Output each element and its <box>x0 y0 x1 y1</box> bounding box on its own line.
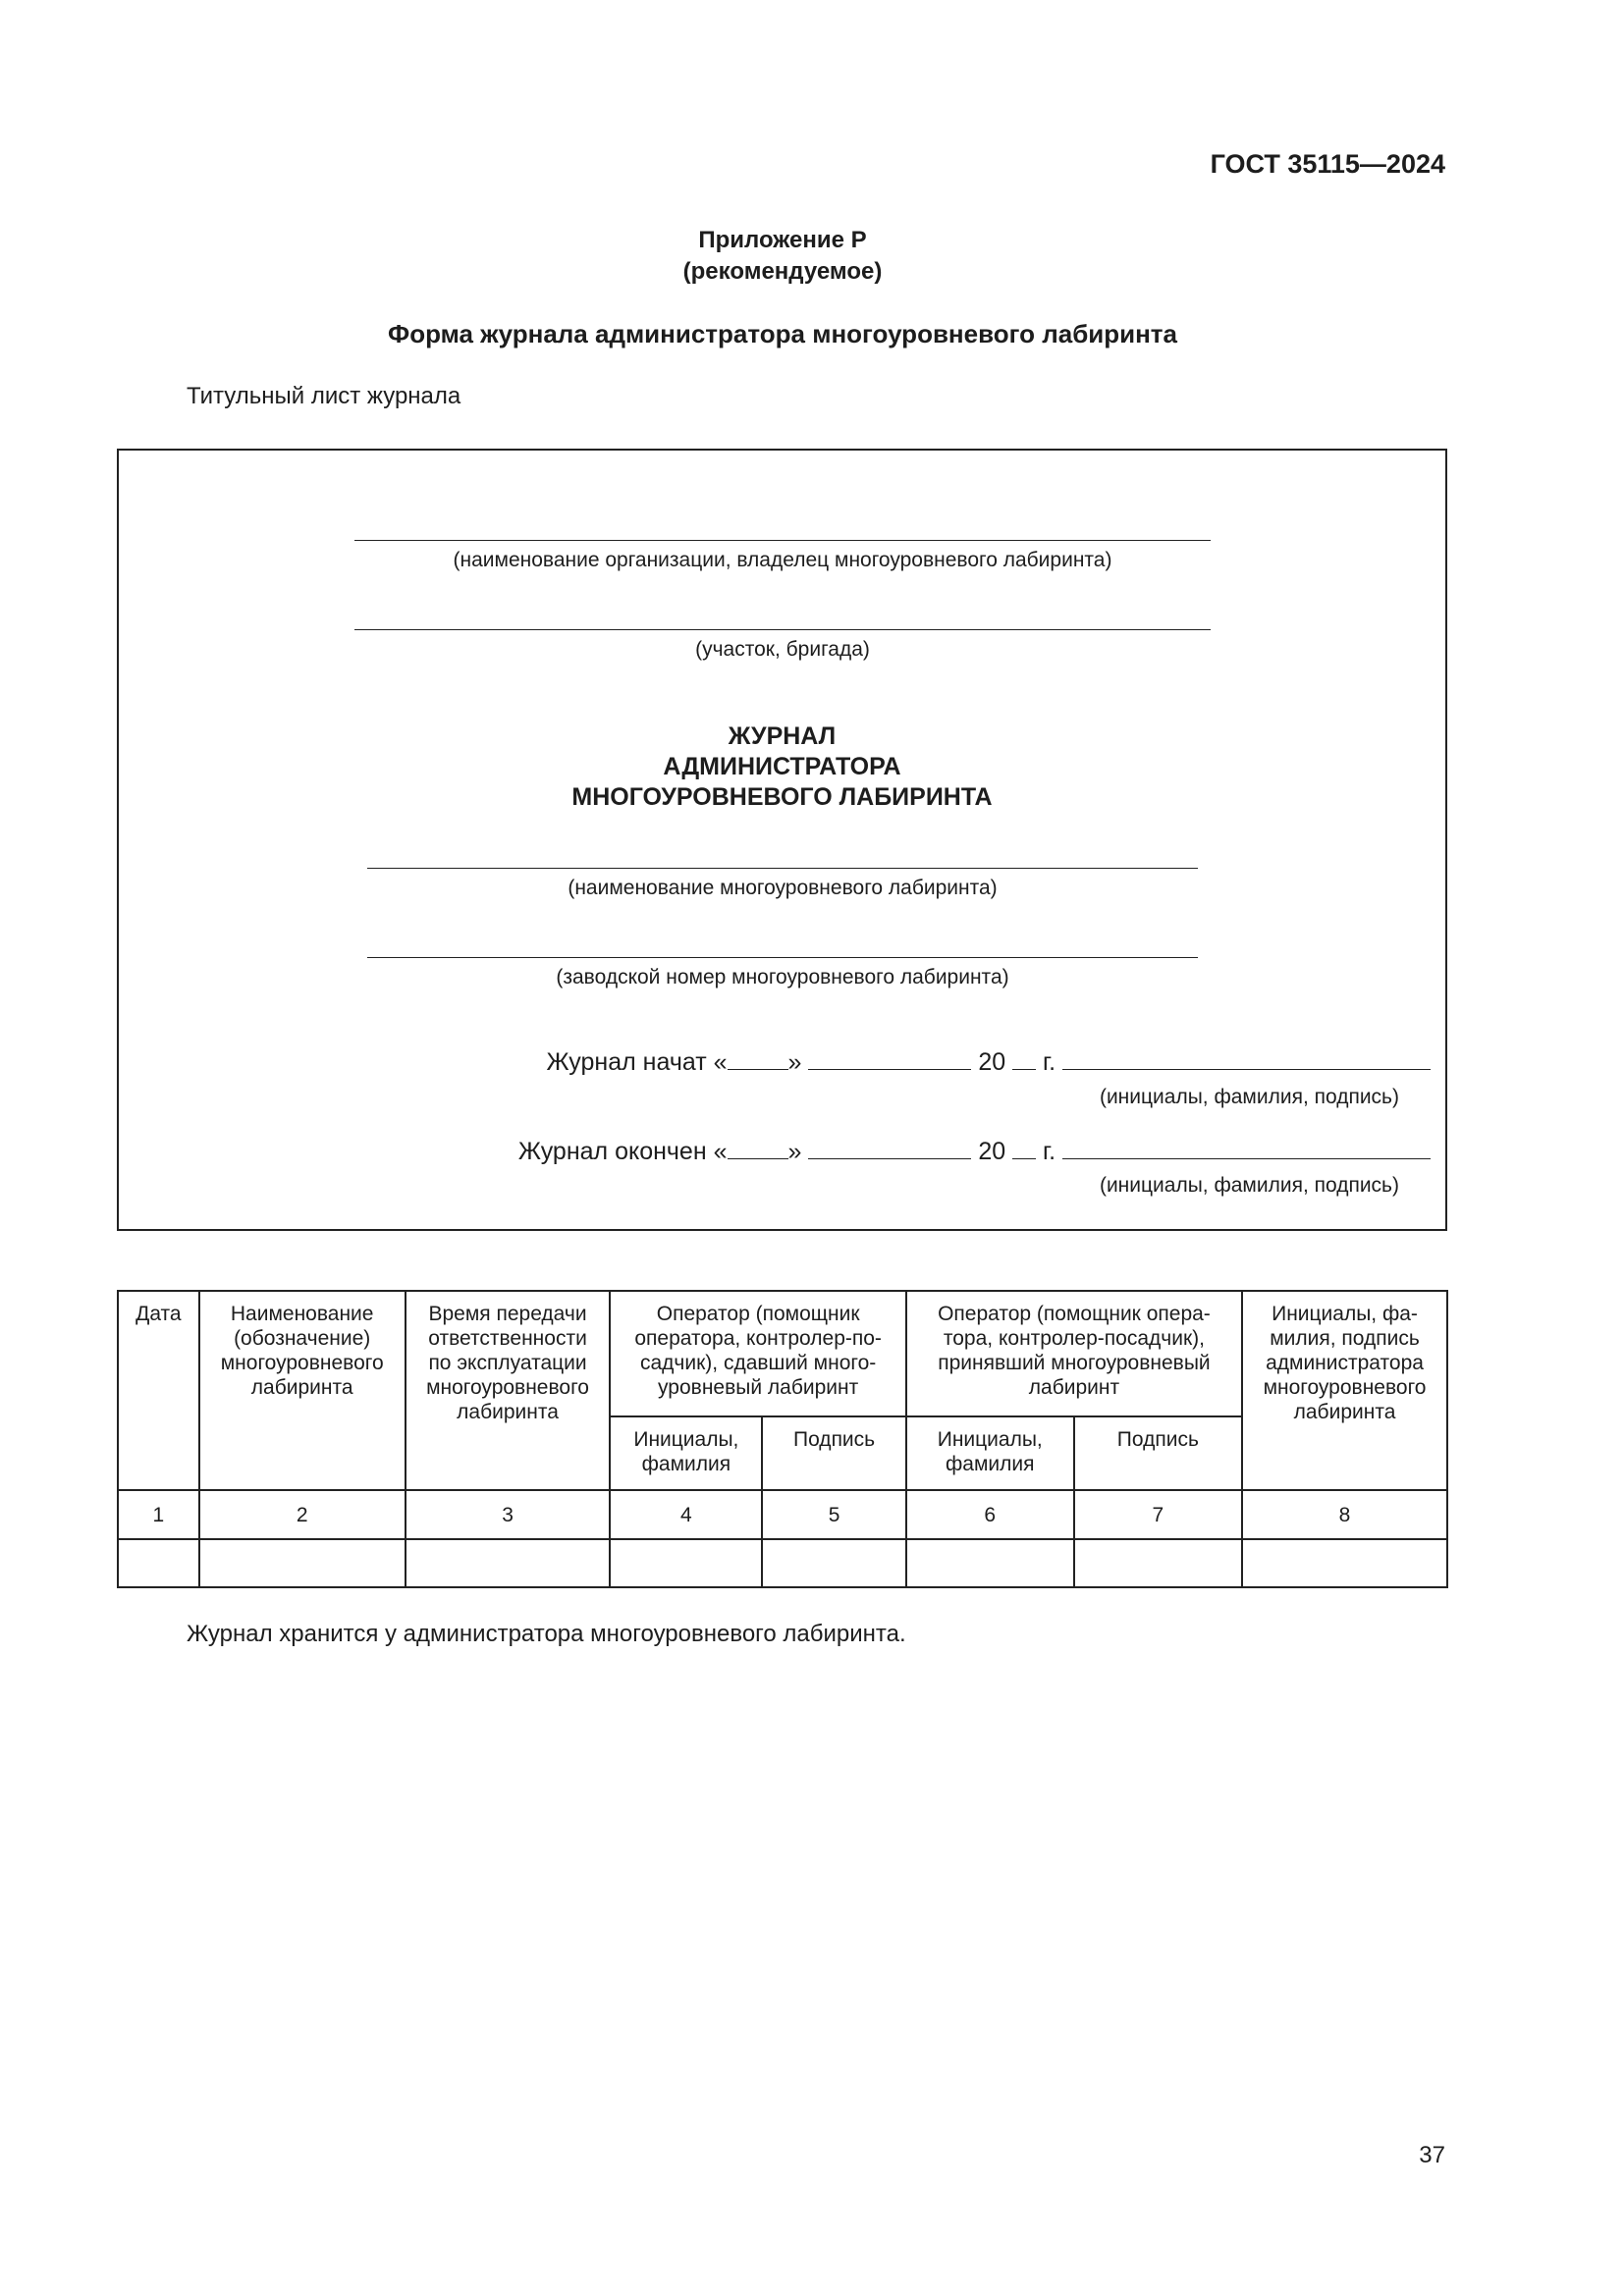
labyrinth-name-caption: (наименование многоуровневого лабиринта) <box>568 877 998 899</box>
title-page-frame <box>117 449 1447 1231</box>
header-handed-initials: Инициалы, фамилия <box>610 1416 762 1490</box>
section-caption: (участок, бригада) <box>695 638 870 661</box>
journal-title-line-1: ЖУРНАЛ <box>728 722 837 750</box>
column-number: 3 <box>406 1490 611 1539</box>
ended-month-field[interactable] <box>808 1138 971 1159</box>
org-name-line[interactable] <box>354 540 1211 541</box>
header-date: Дата <box>118 1291 199 1490</box>
serial-number-caption: (заводской номер многоуровневого лабиринта) <box>556 966 1009 988</box>
document-number: ГОСТ 35115—2024 <box>1210 149 1445 179</box>
ended-day-field[interactable] <box>728 1138 788 1159</box>
table-cell[interactable] <box>906 1539 1074 1587</box>
column-number: 8 <box>1242 1490 1447 1539</box>
header-received-initials: Инициалы, фамилия <box>906 1416 1074 1490</box>
ended-year-prefix: 20 <box>978 1138 1006 1165</box>
table-cell[interactable] <box>199 1539 406 1587</box>
ended-signature-field[interactable] <box>1062 1138 1431 1159</box>
column-number: 6 <box>906 1490 1074 1539</box>
log-table <box>117 1290 1448 1588</box>
header-operator-received: Оператор (помощник опера-тора, контролер-посадчик), принявший многоуровневый лабиринт <box>906 1291 1242 1416</box>
journal-ended-line <box>518 1138 1431 1166</box>
org-name-caption: (наименование организации, владелец многоуровневого лабиринта) <box>453 549 1112 571</box>
title-page-label: Титульный лист журнала <box>187 383 461 409</box>
journal-started-line <box>546 1048 1431 1077</box>
ended-year-suffix: г. <box>1043 1138 1056 1165</box>
header-operator-handed: Оператор (помощник оператора, контролер-по-садчик), сдавший много-уровневый лабиринт <box>610 1291 905 1416</box>
journal-ended-label: Журнал окончен « <box>517 1138 728 1165</box>
labyrinth-name-line[interactable] <box>367 868 1198 869</box>
serial-number-line[interactable] <box>367 957 1198 958</box>
table-cell[interactable] <box>610 1539 762 1587</box>
ended-quote-close: » <box>787 1138 802 1165</box>
started-quote-close: » <box>787 1048 802 1076</box>
header-labyrinth-name: Наименование (обозначение) многоуровневого лабиринта <box>199 1291 406 1490</box>
started-day-field[interactable] <box>728 1048 788 1070</box>
header-handed-signature: Подпись <box>762 1416 906 1490</box>
started-signature-field[interactable] <box>1062 1048 1431 1070</box>
started-month-field[interactable] <box>808 1048 971 1070</box>
header-admin-signature: Инициалы, фа-милия, подпись администратора многоуровневого лабиринта <box>1242 1291 1447 1490</box>
table-cell[interactable] <box>118 1539 199 1587</box>
started-year-suffix: г. <box>1043 1048 1056 1076</box>
started-year-prefix: 20 <box>978 1048 1006 1076</box>
started-year-field[interactable] <box>1012 1048 1036 1070</box>
table-cell[interactable] <box>1074 1539 1242 1587</box>
column-number: 4 <box>610 1490 762 1539</box>
appendix-status: (рекомендуемое) <box>682 258 883 285</box>
table-cell[interactable] <box>406 1539 611 1587</box>
column-number: 7 <box>1074 1490 1242 1539</box>
page-number: 37 <box>1419 2142 1445 2168</box>
header-received-signature: Подпись <box>1074 1416 1242 1490</box>
journal-title-line-2: АДМИНИСТРАТОРА <box>663 753 901 780</box>
table-cell[interactable] <box>1242 1539 1447 1587</box>
journal-started-label: Журнал начат « <box>546 1048 728 1076</box>
column-number: 5 <box>762 1490 906 1539</box>
appendix-title: Приложение Р <box>698 227 867 253</box>
form-title: Форма журнала администратора многоуровневого лабиринта <box>388 319 1177 348</box>
table-cell[interactable] <box>762 1539 906 1587</box>
journal-title-line-3: МНОГОУРОВНЕВОГО ЛАБИРИНТА <box>571 783 993 811</box>
column-number: 1 <box>118 1490 199 1539</box>
header-transfer-time: Время передачи ответственности по эксплуатации многоуровневого лабиринта <box>406 1291 611 1490</box>
ended-year-field[interactable] <box>1012 1138 1036 1159</box>
ended-signature-caption: (инициалы, фамилия, подпись) <box>1099 1174 1399 1197</box>
column-number: 2 <box>199 1490 406 1539</box>
footer-note: Журнал хранится у администратора многоуровневого лабиринта. <box>187 1621 906 1647</box>
started-signature-caption: (инициалы, фамилия, подпись) <box>1099 1086 1399 1108</box>
section-line[interactable] <box>354 629 1211 630</box>
